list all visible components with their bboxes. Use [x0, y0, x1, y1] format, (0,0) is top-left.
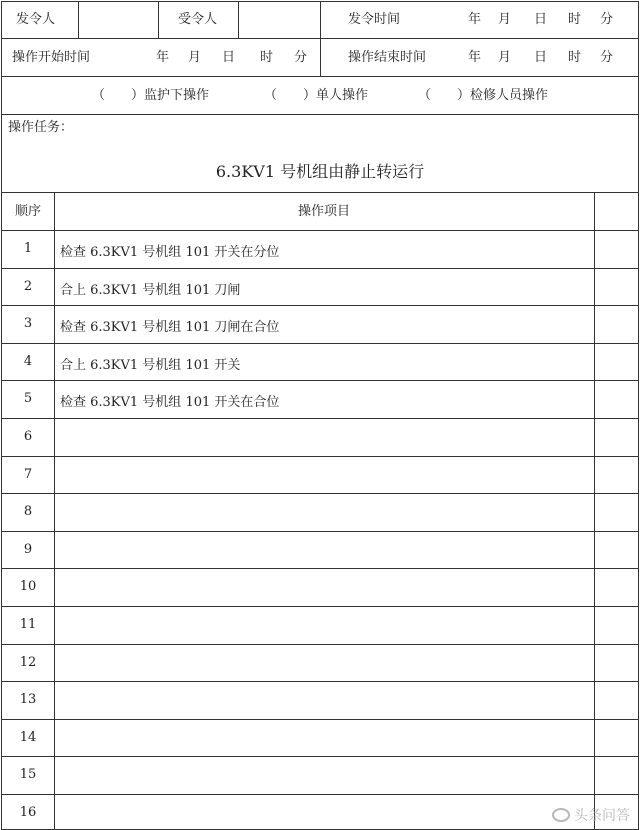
date-unit-day: 日: [222, 50, 236, 65]
date-unit-hour: 时: [260, 50, 274, 65]
date-unit-minute: 分: [600, 50, 614, 65]
row-number: 13: [19, 692, 37, 707]
row-number: 6: [23, 429, 33, 444]
row-number: 7: [23, 467, 33, 482]
date-unit-minute: 分: [600, 12, 614, 27]
date-unit-month: 月: [188, 50, 202, 65]
row-item-text[interactable]: 合上 6.3KV1 号机组 101 开关: [60, 358, 241, 373]
date-unit-day: 日: [534, 50, 548, 65]
row-number: 5: [23, 391, 33, 406]
row-number: 14: [19, 730, 37, 745]
date-unit-year: 年: [156, 50, 170, 65]
speech-bubble-icon: [552, 808, 570, 822]
row-divider: [2, 681, 638, 682]
date-unit-hour: 时: [568, 12, 582, 27]
row-number: 11: [19, 617, 37, 632]
row-divider: [2, 644, 638, 645]
watermark: [552, 805, 630, 825]
issuer-label: 发令人: [16, 12, 56, 27]
divider: [2, 230, 638, 231]
issue-time-label: 发令时间: [348, 12, 401, 27]
column-header-item: 操作项目: [297, 204, 350, 219]
task-label: 操作任务：: [8, 120, 74, 135]
divider: [54, 192, 55, 830]
date-unit-minute: 分: [294, 50, 308, 65]
row-number: 12: [19, 655, 37, 670]
mode-single-option[interactable]: （ ）单人操作: [264, 88, 369, 103]
date-unit-hour: 时: [568, 50, 582, 65]
row-number: 10: [19, 579, 37, 594]
column-header-order: 顺序: [14, 204, 41, 219]
row-number: 8: [23, 504, 33, 519]
date-unit-month: 月: [498, 12, 512, 27]
row-divider: [2, 343, 638, 344]
row-item-text[interactable]: 检查 6.3KV1 号机组 101 开关在分位: [60, 245, 280, 260]
divider: [158, 2, 159, 38]
row-divider: [2, 531, 638, 532]
end-time-label: 操作结束时间: [348, 50, 427, 65]
row-number: 1: [23, 241, 33, 256]
row-divider: [2, 493, 638, 494]
divider: [238, 2, 239, 38]
date-unit-year: 年: [468, 12, 482, 27]
row-divider: [2, 380, 638, 381]
row-number: 2: [23, 279, 33, 294]
date-unit-year: 年: [468, 50, 482, 65]
date-unit-month: 月: [498, 50, 512, 65]
operation-ticket-form: [1, 1, 639, 830]
row-divider: [2, 756, 638, 757]
divider: [320, 2, 321, 76]
mode-supervised-option[interactable]: （ ）监护下操作: [92, 88, 210, 103]
row-item-text[interactable]: 检查 6.3KV1 号机组 101 刀闸在合位: [60, 320, 280, 335]
row-number: 3: [23, 316, 33, 331]
task-title: 6.3KV1 号机组由静止转运行: [215, 162, 425, 181]
row-item-text[interactable]: 检查 6.3KV1 号机组 101 开关在合位: [60, 395, 280, 410]
divider: [2, 114, 638, 115]
row-number: 4: [23, 354, 33, 369]
row-number: 9: [23, 542, 33, 557]
row-divider: [2, 794, 638, 795]
divider: [594, 192, 595, 830]
row-number: 15: [19, 767, 37, 782]
row-divider: [2, 268, 638, 269]
row-divider: [2, 456, 638, 457]
row-divider: [2, 418, 638, 419]
row-divider: [2, 305, 638, 306]
receiver-label: 受令人: [178, 12, 218, 27]
divider: [78, 2, 79, 38]
divider: [2, 192, 638, 193]
date-unit-day: 日: [534, 12, 548, 27]
row-divider: [2, 606, 638, 607]
row-number: 16: [19, 805, 37, 820]
row-item-text[interactable]: 合上 6.3KV1 号机组 101 刀闸: [60, 283, 241, 298]
row-divider: [2, 719, 638, 720]
mode-maintenance-option[interactable]: （ ）检修人员操作: [418, 88, 549, 103]
start-time-label: 操作开始时间: [12, 50, 91, 65]
watermark-text: 头条问答: [574, 808, 630, 824]
row-divider: [2, 568, 638, 569]
divider: [2, 76, 638, 77]
